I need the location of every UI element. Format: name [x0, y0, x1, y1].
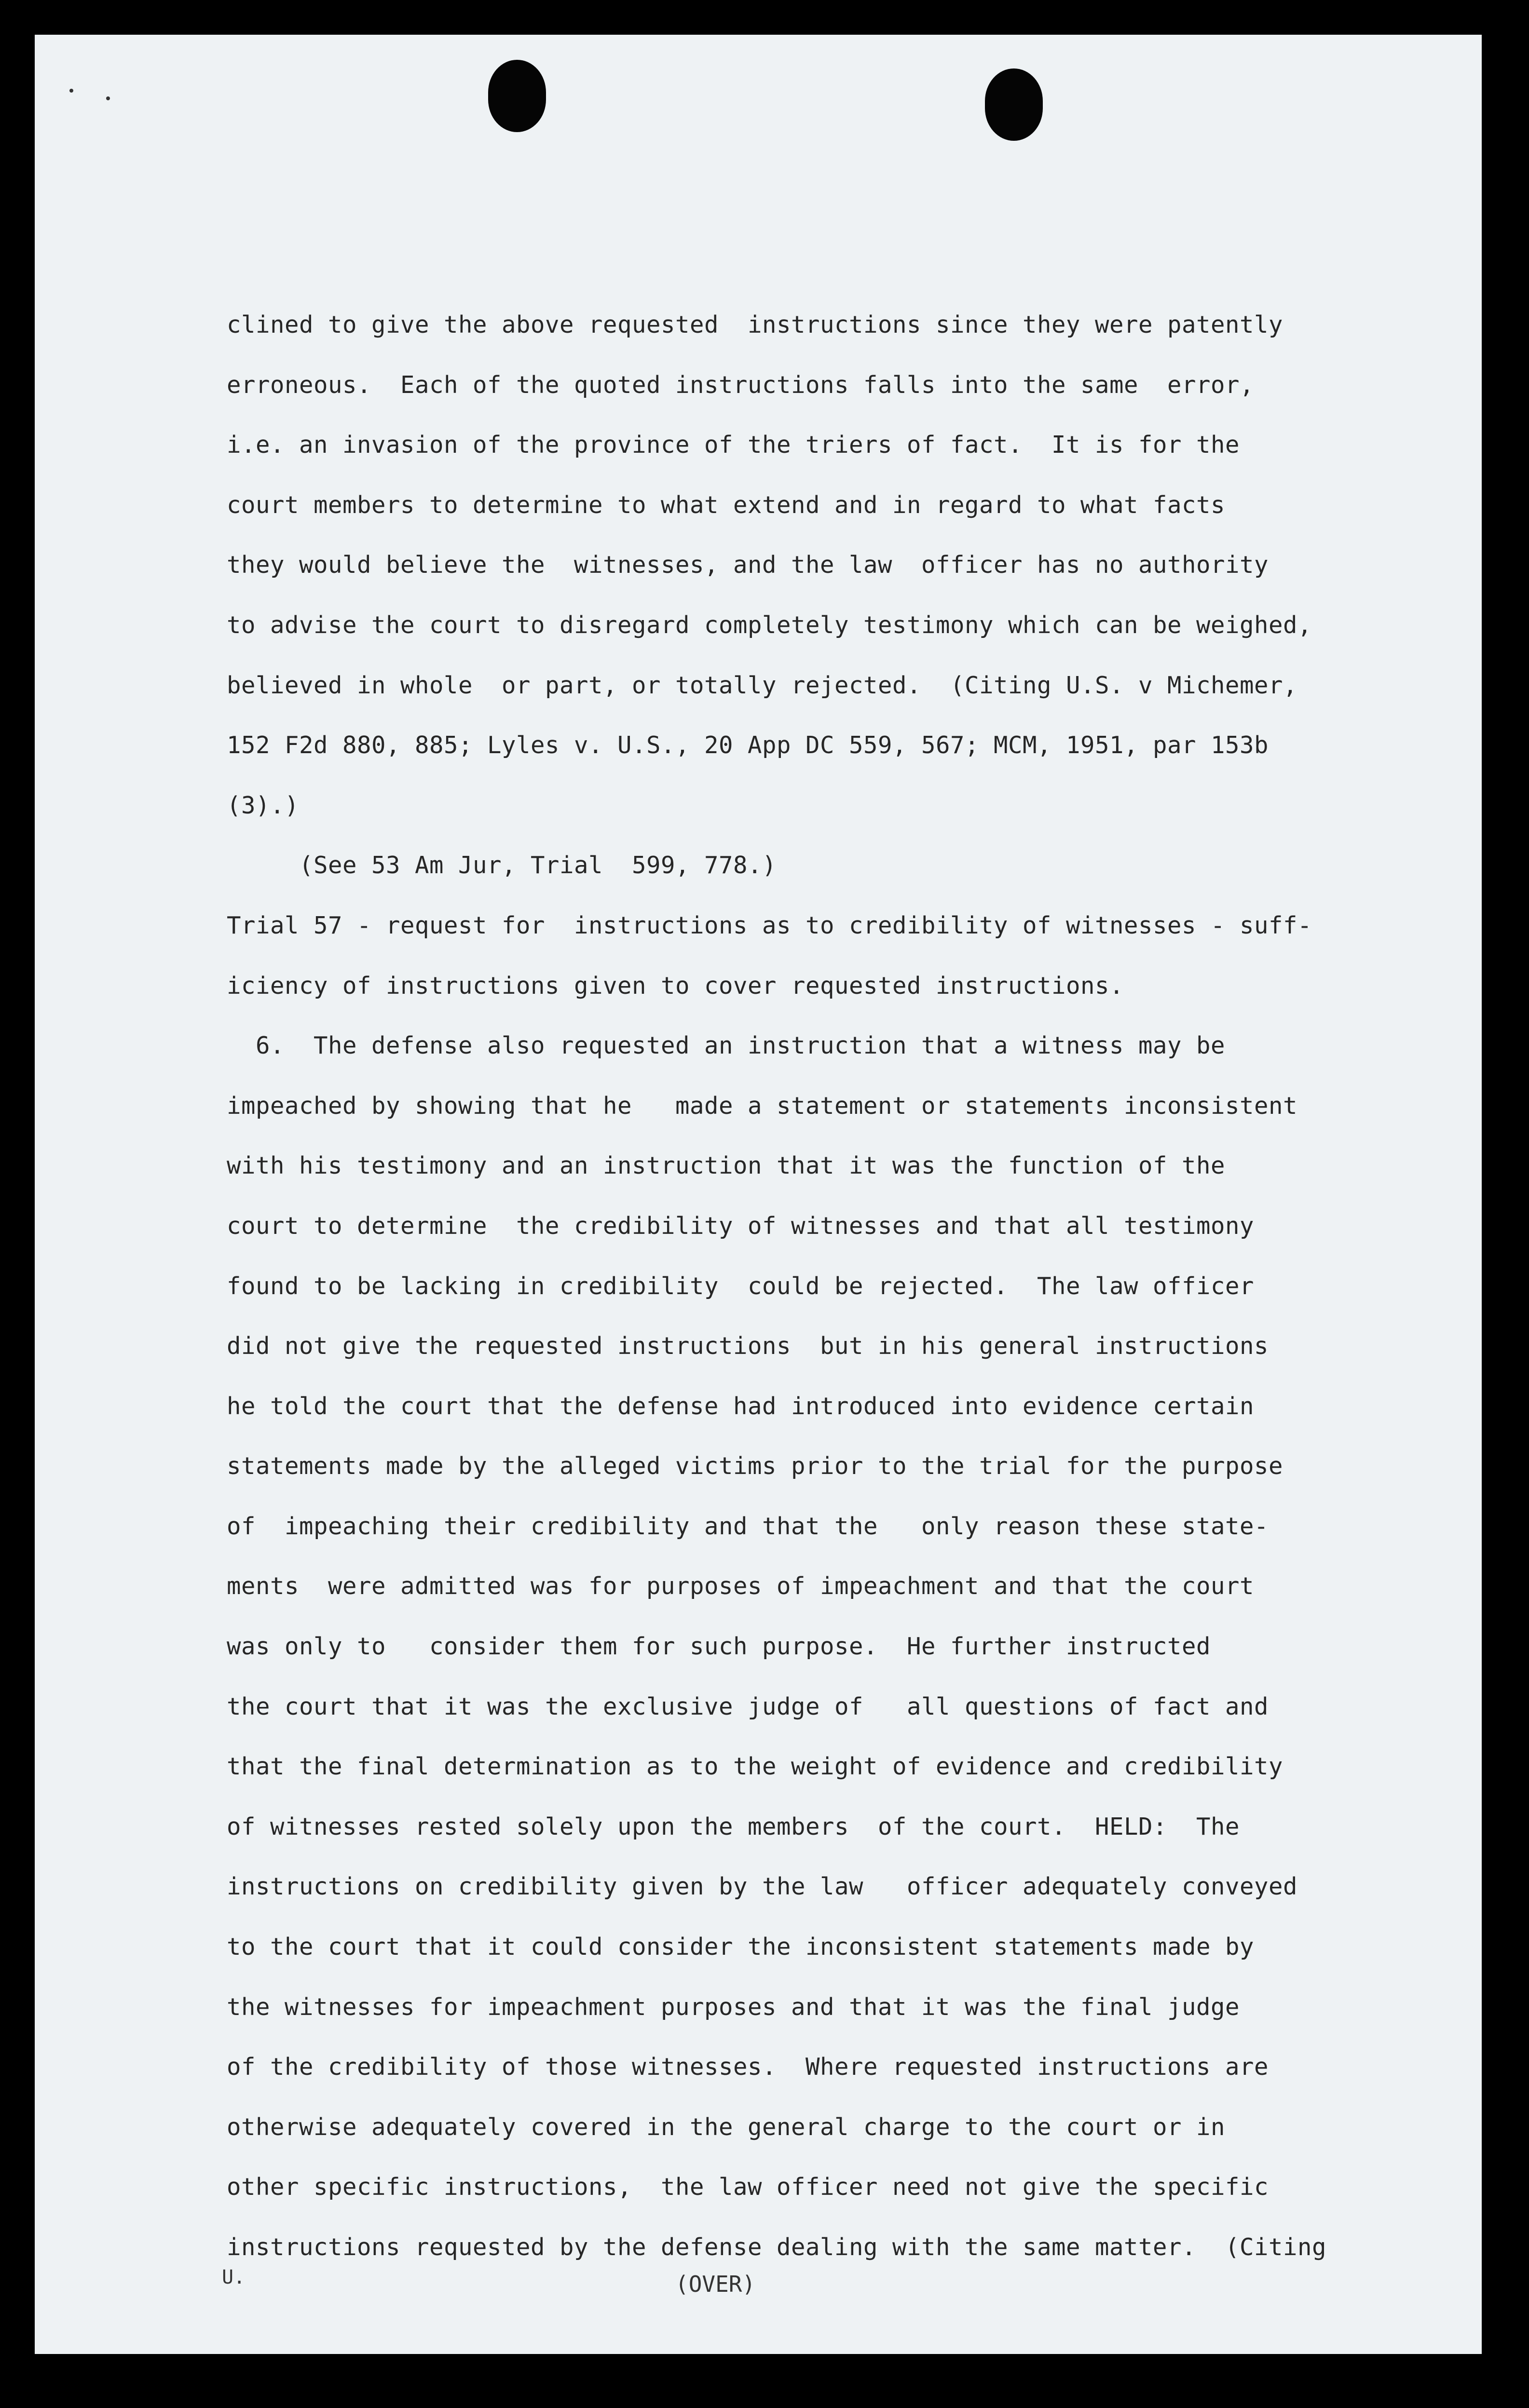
text-line: impeached by showing that he made a statement or statements inconsistent [227, 1092, 1298, 1120]
text-line: i.e. an invasion of the province of the triers of fact. It is for the [227, 431, 1240, 459]
typed-text-body [227, 295, 1404, 2278]
text-line: believed in whole or part, or totally rejected. (Citing U.S. v Michemer, [227, 671, 1298, 699]
text-line: found to be lacking in credibility could be rejected. The law officer [227, 1272, 1255, 1300]
text-line: with his testimony and an instruction that it was the function of the [227, 1152, 1226, 1180]
text-line: that the final determination as to the weight of evidence and credibility [227, 1753, 1283, 1781]
text-line: iciency of instructions given to cover requested instructions. [227, 972, 1124, 1000]
speck-mark [106, 96, 110, 100]
text-line: they would believe the witnesses, and the law officer has no authority [227, 551, 1269, 579]
text-line: of witnesses rested solely upon the members of the court. HELD: The [227, 1813, 1240, 1840]
speck-mark [69, 89, 73, 93]
page-footer: (OVER) [675, 2271, 756, 2297]
text-line: ments were admitted was for purposes of impeachment and that the court [227, 1572, 1255, 1600]
text-line: other specific instructions, the law officer need not give the specific [227, 2173, 1269, 2201]
text-line: he told the court that the defense had introduced into evidence certain [227, 1392, 1255, 1420]
punch-hole-left [488, 60, 546, 132]
text-line: instructions on credibility given by the law officer adequately conveyed [227, 1873, 1298, 1901]
margin-mark: U. [222, 2266, 246, 2288]
text-line: erroneous. Each of the quoted instructions falls into the same error, [227, 371, 1255, 399]
punch-hole-right [985, 68, 1043, 141]
text-line: was only to consider them for such purpose. He further instructed [227, 1633, 1211, 1661]
text-line: 6. The defense also requested an instruction that a witness may be [256, 1032, 1226, 1060]
text-line: did not give the requested instructions but in his general instructions [227, 1332, 1269, 1360]
text-line: the witnesses for impeachment purposes and that it was the final judge [227, 1993, 1240, 2021]
text-line: (See 53 Am Jur, Trial 599, 778.) [299, 852, 777, 879]
text-line: 152 F2d 880, 885; Lyles v. U.S., 20 App DC 559, 567; MCM, 1951, par 153b [227, 731, 1269, 759]
text-line: clined to give the above requested instructions since they were patently [227, 311, 1283, 338]
text-line: Trial 57 - request for instructions as to credibility of witnesses - suff- [227, 911, 1312, 939]
text-line: instructions requested by the defense dealing with the same matter. (Citing [227, 2233, 1327, 2261]
text-line: of impeaching their credibility and that the only reason these state- [227, 1512, 1269, 1540]
text-line: otherwise adequately covered in the general charge to the court or in [227, 2113, 1226, 2141]
text-line: statements made by the alleged victims prior to the trial for the purpose [227, 1452, 1283, 1480]
text-line: to the court that it could consider the inconsistent statements made by [227, 1933, 1255, 1961]
text-line: of the credibility of those witnesses. Where requested instructions are [227, 2053, 1269, 2081]
text-line: the court that it was the exclusive judge of all questions of fact and [227, 1692, 1269, 1720]
text-line: (3).) [227, 791, 300, 819]
text-line: court members to determine to what extend and in regard to what facts [227, 491, 1226, 519]
text-line: to advise the court to disregard completely testimony which can be weighed, [227, 611, 1312, 639]
text-line: court to determine the credibility of witnesses and that all testimony [227, 1212, 1255, 1240]
